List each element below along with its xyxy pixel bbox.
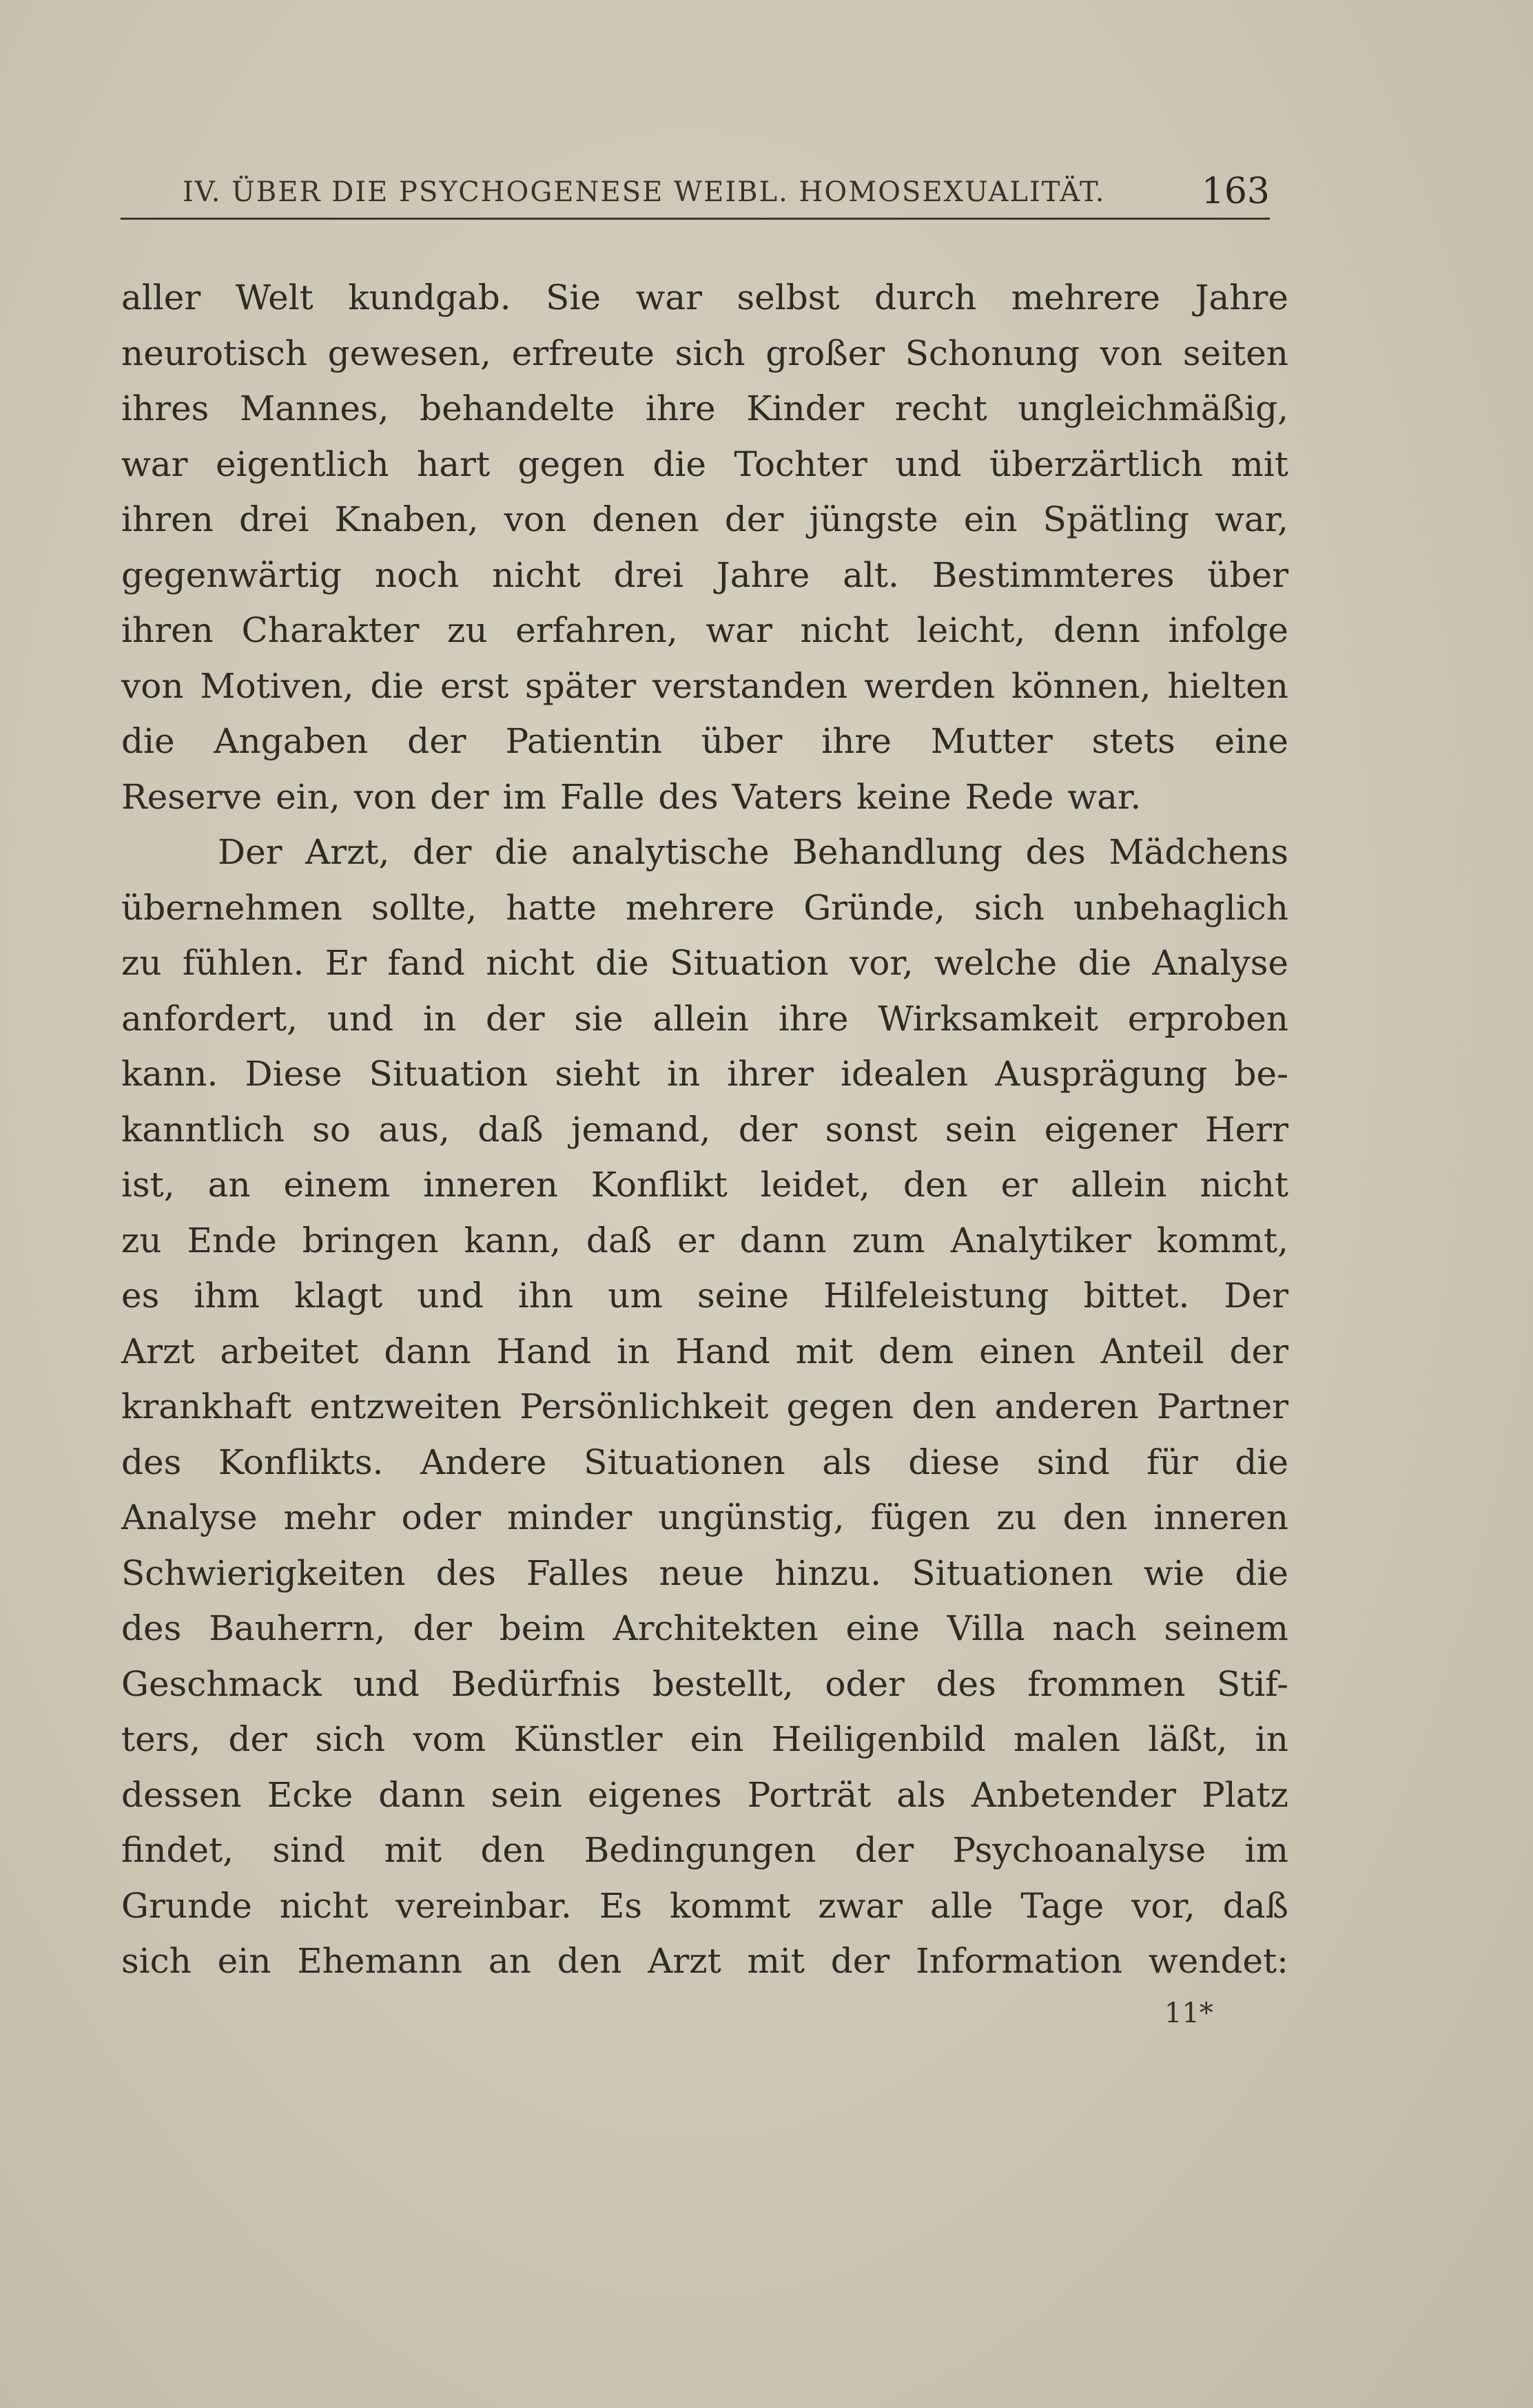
signature-mark: 11* [1164,1997,1213,2029]
text-line: Grunde nicht vereinbar. Es kommt zwar alle Tage vor, daß [121,1885,1288,1926]
text-line: Analyse mehr oder minder ungünstig, fügen zu den inneren [121,1497,1288,1537]
text-line: übernehmen sollte, hatte mehrere Gründe, sich unbehaglich [121,887,1288,928]
text-line: die Angaben der Patientin über ihre Mutter stets eine [121,721,1288,761]
text-line: findet, sind mit den Bedingungen der Psychoanalyse im [121,1830,1288,1870]
text-line: aller Welt kundgab. Sie war selbst durch mehrere Jahre [121,278,1288,318]
text-line: anfordert, und in der sie allein ihre Wirksamkeit erproben [121,998,1288,1039]
text-line: Der Arzt, der die analytische Behandlung des Mädchens [218,832,1288,872]
text-line: sich ein Ehemann an den Arzt mit der Information wendet: [121,1941,1288,1981]
text-line: zu fühlen. Er fand nicht die Situation vor, welche die Analyse [121,943,1288,983]
page-number: 163 [1201,171,1270,212]
text-line: des Bauherrn, der beim Architekten eine Villa nach seinem [121,1608,1288,1648]
text-line: krankhaft entzweiten Persönlichkeit gegen den anderen Partner [121,1387,1288,1426]
text-line: Schwierigkeiten des Falles neue hinzu. Situationen wie die [121,1553,1288,1593]
text-line: Reserve ein, von der im Falle des Vaters keine Rede war. [121,776,1142,817]
text-line: es ihm klagt und ihn um seine Hilfeleistung bittet. Der [121,1276,1288,1316]
text-line: zu Ende bringen kann, daß er dann zum Analytiker kommt, [121,1220,1288,1260]
running-header [121,163,1270,220]
body-text [121,270,1288,1989]
text-line: ihren Charakter zu erfahren, war nicht leicht, denn infolge [121,610,1288,650]
text-line: war eigentlich hart gegen die Tochter und überzärtlich mit [121,444,1288,484]
text-line: dessen Ecke dann sein eigenes Porträt als Anbetender Platz [121,1774,1288,1815]
text-line: Arzt arbeitet dann Hand in Hand mit dem einen Anteil der [121,1331,1288,1371]
text-line: kanntlich so aus, daß jemand, der sonst sein eigener Herr [121,1109,1288,1150]
text-line: neurotisch gewesen, erfreute sich großer Schonung von seiten [121,333,1288,373]
text-line: des Konflikts. Andere Situationen als diese sind für die [121,1442,1288,1482]
text-line: kann. Diese Situation sieht in ihrer idealen Ausprägung be- [121,1054,1288,1094]
text-line: ters, der sich vom Künstler ein Heiligenbild malen läßt, in [121,1719,1288,1759]
text-line: ihres Mannes, behandelte ihre Kinder recht ungleichmäßig, [121,388,1288,428]
text-line: von Motiven, die erst später verstanden werden können, hielten [121,665,1288,706]
running-title: IV. ÜBER DIE PSYCHOGENESE WEIBL. HOMOSEXUALITÄT. [183,176,1106,208]
text-line: gegenwärtig noch nicht drei Jahre alt. Bestimmteres über [121,554,1288,595]
text-line: ist, an einem inneren Konflikt leidet, den er allein nicht [121,1165,1288,1205]
text-line: Geschmack und Bedürfnis bestellt, oder des frommen Stif- [121,1663,1288,1704]
text-line: ihren drei Knaben, von denen der jüngste ein Spätling war, [121,499,1288,539]
